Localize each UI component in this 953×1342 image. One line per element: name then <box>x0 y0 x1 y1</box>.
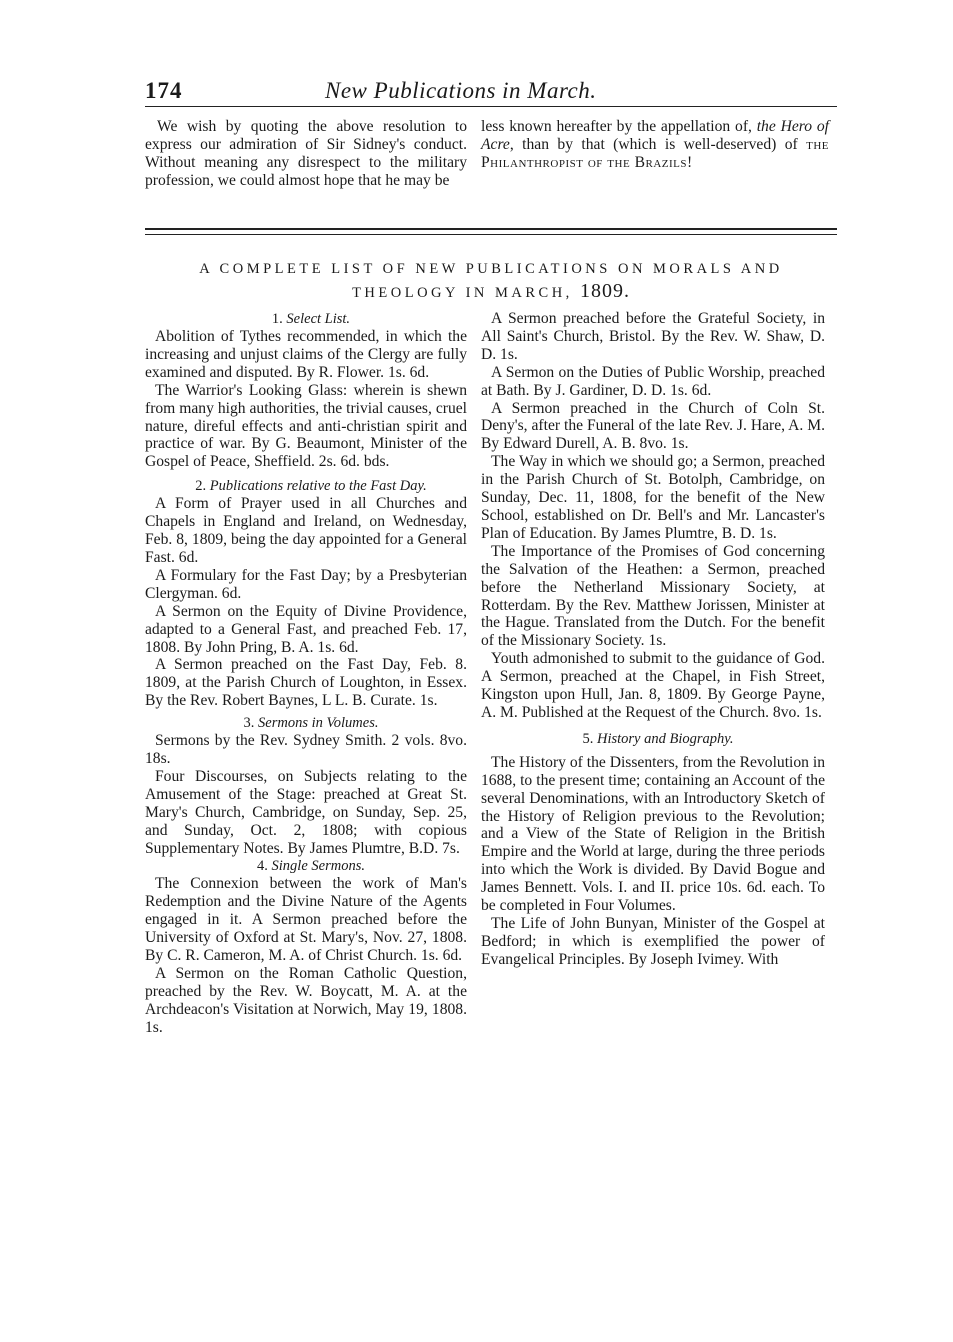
intro-text-mid: , than by that (which is well-deserved) of <box>509 135 798 153</box>
section-title: Publications relative to the Fast Day. <box>209 478 427 495</box>
page-header <box>145 78 837 108</box>
section-number: 4. <box>257 858 268 875</box>
section-heading <box>145 714 467 732</box>
section-number: 5. <box>582 730 594 747</box>
section-number: 2. <box>195 478 207 495</box>
entry: The Life of John Bunyan, Minister of the Gospel at Bedford; in which is exemplified the power of Evangelical Principles. By Joseph Ivimey. With <box>481 915 825 968</box>
right-column <box>481 310 825 969</box>
entry: The History of the Dissenters, from the Revolution in 1688, to the present time; containing an Account of the several Denominations, with an Introductory Sketch of the History of Religion previous to the Revolution; and a View of the State of Religion in the British Empire and the World at large, during the three periods into which the Work is divided. By David Bogue and James Bennett. Vols. I. and II. price 10s. 6d. each. To be completed in Four Volumes. <box>481 753 825 915</box>
header-rule <box>145 106 837 107</box>
section-heading <box>145 477 467 495</box>
section-divider-thin <box>145 234 837 235</box>
section-number: 3. <box>243 715 255 732</box>
entry: Four Discourses, on Subjects relating to the Amusement of the Stage: preached at Great St. Mary's Church, Cambridge, on Sunday, Sep. 25, and Sunday, Oct. 2, 1808; with copious Supplementary Notes. By James Plumtre, B.D. 7s. <box>145 767 467 857</box>
entry: The Warrior's Looking Glass: wherein is shewn from many high authorities, the trivial causes, cruel nature, direful effects and anti-christian spirit and practice of war. By G. Beaumont, Minister of the Gospel of Peace, Sheffield. 2s. 6d. bds. <box>145 381 467 471</box>
entry: Sermons by the Rev. Sydney Smith. 2 vols. 8vo. 18s. <box>145 732 467 768</box>
page-number: 174 <box>145 78 183 103</box>
list-title <box>145 258 837 304</box>
intro-paragraph-right <box>481 118 829 172</box>
section-title: Single Sermons. <box>271 858 365 875</box>
intro-text-end: ! <box>687 153 693 171</box>
section-divider-thick <box>145 228 837 230</box>
intro-small-caps: the Philanthropist of the Brazils <box>481 135 829 171</box>
section-heading <box>481 730 825 748</box>
entry: A Sermon on the Roman Catholic Question, preached by the Rev. W. Boycatt, M. A. at the Archdeacon's Visitation at Norwich, May 19, 1808. 1s. <box>145 965 467 1036</box>
intro-italic-hero: the Hero of Acre <box>481 118 829 153</box>
entry: A Formulary for the Fast Day; by a Presbyterian Clergyman. 6d. <box>145 566 467 602</box>
section-title: Sermons in Volumes. <box>258 715 379 732</box>
entry: A Sermon on the Equity of Divine Providence, adapted to a General Fast, and preached Feb. 17, 1808. By John Pring, B. A. 1s. 6d. <box>145 602 467 656</box>
section-number: 1. <box>271 311 283 327</box>
left-column <box>145 310 467 1037</box>
running-title: New Publications in March. <box>325 78 597 103</box>
intro-text-pre: less known hereafter by the appellation of, <box>481 118 752 135</box>
section-title: History and Biography. <box>596 730 734 747</box>
entry: The Importance of the Promises of God concerning the Salvation of the Heathen: a Sermon, preached before the Netherland Missionary Society, at Rotterdam. By the Rev. Matthew Jorissen, Minister at the Hague. Translated from the Dutch. For the benefit of the Missionary Society. 1s. <box>481 542 825 650</box>
entry: A Sermon on the Duties of Public Worship, preached at Bath. By J. Gardiner, D. D. 1s. 6d. <box>481 363 825 399</box>
intro-paragraph-left: We wish by quoting the above resolution to express our admiration of Sir Sidney's conduct. Without meaning any disrespect to the military profession, we could almost hope that he may be <box>145 118 467 189</box>
entry: A Sermon preached on the Fast Day, Feb. 8. 1809, at the Parish Church of Loughton, in Essex. By the Rev. Robert Baynes, L L. B. Curate. 1s. <box>145 656 467 710</box>
list-title-line1: A COMPLETE LIST OF NEW PUBLICATIONS ON MORALS AND <box>199 261 783 277</box>
intro-right-column <box>481 118 829 172</box>
section-heading <box>145 310 467 328</box>
entry: A Form of Prayer used in all Churches and Chapels in England and Ireland, on Wednesday, Feb. 8, 1809, being the day appointed for a General Fast. 6d. <box>145 495 467 566</box>
entry: Abolition of Tythes recommended, in which the increasing and unjust claims of the Clergy are fully examined and disputed. By R. Flower. 1s. 6d. <box>145 328 467 381</box>
list-title-line2 <box>145 280 837 304</box>
entry: The Connexion between the work of Man's Redemption and the Divine Nature of the Agents engaged in it. A Sermon preached before the University of Oxford at St. Mary's, Nov. 27, 1808. By C. R. Cameron, M. A. of Christ Church. 1s. 6d. <box>145 875 467 965</box>
list-title-year: 1809. <box>579 280 630 302</box>
list-title-line2-text: THEOLOGY IN MARCH, <box>352 285 573 301</box>
entry: A Sermon preached in the Church of Coln St. Deny's, after the Funeral of the late Rev. J. Hare, A. M. By Edward Durell, A. B. 8vo. 1s. <box>481 399 825 453</box>
section-title: Select List. <box>286 311 351 327</box>
entry: A Sermon preached before the Grateful Society, in All Saint's Church, Bristol. By the Rev. W. Shaw, D. D. 1s. <box>481 310 825 363</box>
entry: The Way in which we should go; a Sermon, preached in the Parish Church of St. Botolph, Cambridge, on Sunday, Dec. 11, 1808, for the benefit of the New School, established on Dr. Bell's and Mr. Lancaster's Plan of Education. By James Plumtre, B. D. 1s. <box>481 453 825 542</box>
intro-left-column <box>145 118 467 190</box>
entry: Youth admonished to submit to the guidance of God. A Sermon, preached at the Chapel, in Fish Street, Kingston upon Hull, Jan. 8, 1809. By George Payne, A. M. Published at the Request of the Church. 8vo. 1s. <box>481 650 825 721</box>
section-heading <box>145 857 467 875</box>
